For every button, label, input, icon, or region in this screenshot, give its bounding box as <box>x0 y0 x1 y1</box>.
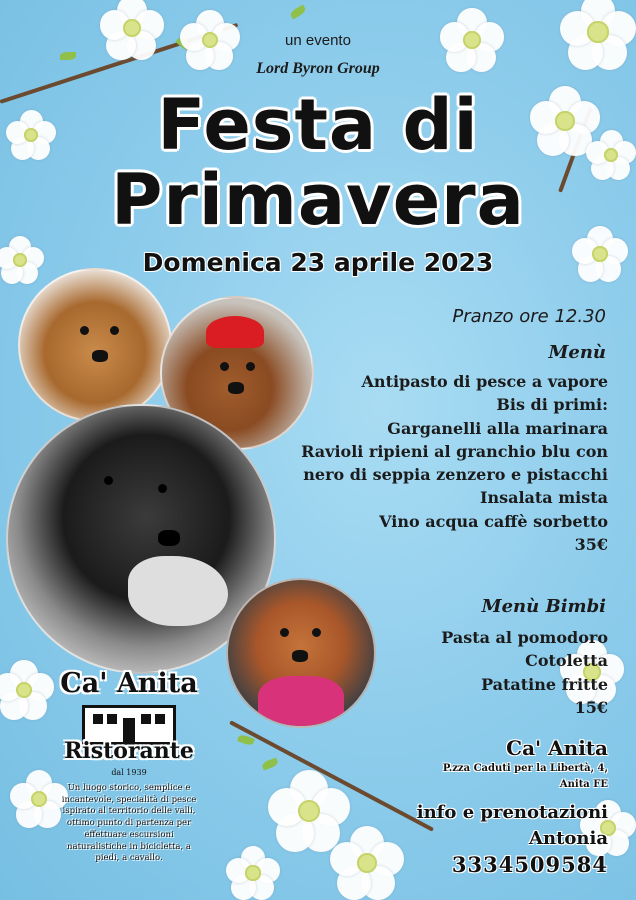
blossom-icon <box>330 826 404 900</box>
leaf <box>60 52 76 60</box>
kids-menu-item: Patatine fritte <box>481 674 608 694</box>
contact-phone: 3334509584 <box>451 852 608 877</box>
logo-subtitle: Ristorante <box>64 738 194 764</box>
kids-menu-item: Pasta al pomodoro <box>441 628 608 647</box>
menu-list <box>301 370 608 556</box>
logo-since: dal 1939 <box>111 768 147 777</box>
info-label: info e prenotazioni <box>416 802 608 823</box>
menu-item: Garganelli alla marinara <box>387 418 608 438</box>
menu-heading: Menù <box>548 342 606 363</box>
dog-photo-1 <box>18 268 172 422</box>
menu-price: 35€ <box>574 535 608 555</box>
lunch-time: Pranzo ore 12.30 <box>452 306 606 327</box>
red-hat <box>206 316 264 348</box>
menu-item: Ravioli ripieni al granchio blu con <box>301 441 608 461</box>
dog-photo-4 <box>226 578 376 728</box>
contact-name: Ca' Anita <box>506 736 608 760</box>
kids-menu-item: Cotoletta <box>525 651 608 671</box>
event-date: Domenica 23 aprile 2023 <box>142 248 494 277</box>
kids-menu-price: 15€ <box>574 697 608 717</box>
menu-item: nero di seppia zenzero e pistacchi <box>303 465 608 485</box>
pink-coat <box>258 676 344 726</box>
organizer-name: Lord Byron Group <box>256 60 380 77</box>
leaf <box>289 5 307 20</box>
contact-address-2: Anita FE <box>559 779 608 790</box>
menu-item: Antipasto di pesce a vapore <box>361 372 608 391</box>
kids-menu-heading: Menù Bimbi <box>481 596 606 617</box>
hand <box>128 556 228 626</box>
logo-blurb: Un luogo storico, semplice e incantevole, specialità di pesce ispirato al territorio delle valli, ottimo punto di partenza per effettuare escursioni naturalistiche in bicicletta, a piedi, a cavallo. <box>61 783 197 864</box>
contact-address-1: P.zza Caduti per la Libertà, 4, <box>442 763 608 774</box>
title-line-2: Primavera <box>111 159 525 241</box>
blossom-icon <box>100 0 164 60</box>
menu-item: Insalata mista <box>479 488 608 508</box>
contact-person: Antonia <box>529 828 608 849</box>
leaf <box>261 758 279 771</box>
title-line-1: Festa di <box>157 84 479 166</box>
event-intro: un evento <box>285 32 351 49</box>
blossom-icon <box>226 846 280 900</box>
logo-name: Ca' Anita <box>60 668 198 699</box>
menu-item: Bis di primi: <box>496 395 608 415</box>
kids-menu-list <box>441 626 608 719</box>
menu-item: Vino acqua caffè sorbetto <box>379 511 608 531</box>
